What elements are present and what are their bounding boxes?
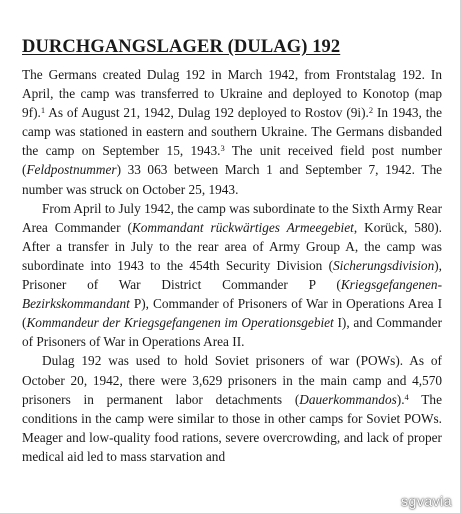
italic-term: Feldpostnummer [26, 162, 117, 178]
text-run: As of August 21, 1942, Dulag 192 deployed to Rostov (9i). [45, 105, 369, 121]
text-run: ). [396, 391, 405, 407]
text-run: In 1943, the camp was stationed in eastern and southern Ukraine. The Germans disbanded the camp on September 15, 1943. [22, 105, 442, 159]
footnote-marker: 3 [220, 143, 225, 154]
text-run: The unit received field post number ( [22, 143, 443, 178]
text-run: From April to July 1942, the camp was subordinate to the Sixth Army Rear Area Commander ( [22, 200, 442, 235]
italic-term: Kriegsgefangenen-Bezirkskommandant [22, 277, 442, 312]
text-run: The conditions in the camp were similar to those in other camps for Soviet POWs. Meager and low-quality food rations, severe overcrowding, and lack of proper medical aid led to mass starvation and [22, 391, 442, 464]
paragraph-2 [22, 199, 442, 352]
text-run: I), and Commander of Prisoners of War in Operations Area II. [22, 315, 442, 350]
text-run: , Korück, 580). After a transfer in July to the rear area of Army Group A, the camp was subordinate into 1943 to the 454th Security Division ( [22, 219, 442, 273]
footnote-marker: 1 [40, 105, 46, 116]
text-run: Dulag 192 was used to hold Soviet prisoners of war (POWs). As of October 20, 1942, there were 3,629 prisoners in the main camp and 4,570 prisoners in permanent labor detachments ( [22, 353, 442, 407]
article-body [22, 36, 442, 466]
paragraph-3 [22, 351, 442, 466]
article-title: DURCHGANGSLAGER (DULAG) 192 [22, 37, 341, 57]
footnote-marker: 4 [404, 391, 409, 402]
text-run: ) 33 063 between March 1 and September 7, 1942. The number was struck on October 25, 1943. [22, 162, 442, 197]
watermark-logo: sgvavia [401, 493, 452, 509]
footnote-marker: 2 [368, 105, 374, 116]
italic-term: Sicherungsdivision [333, 257, 435, 273]
italic-term: Kommandeur der Kriegsgefangenen im Operationsgebiet [26, 315, 334, 331]
italic-term: Kommandant rückwärtiges Armeegebiet [131, 219, 354, 235]
text-run: P), Commander of Prisoners of War in Operations Area I ( [22, 296, 442, 331]
text-run: ), Prisoner of War District Commander P ( [22, 257, 442, 293]
text-run: The Germans created Dulag 192 in March 1942, from Frontstalag 192. In April, the camp was transferred to Ukraine and deployed to Konotop (map 9f). [22, 67, 442, 121]
italic-term: Dauerkommandos [299, 391, 397, 407]
paragraph-1 [22, 65, 442, 199]
